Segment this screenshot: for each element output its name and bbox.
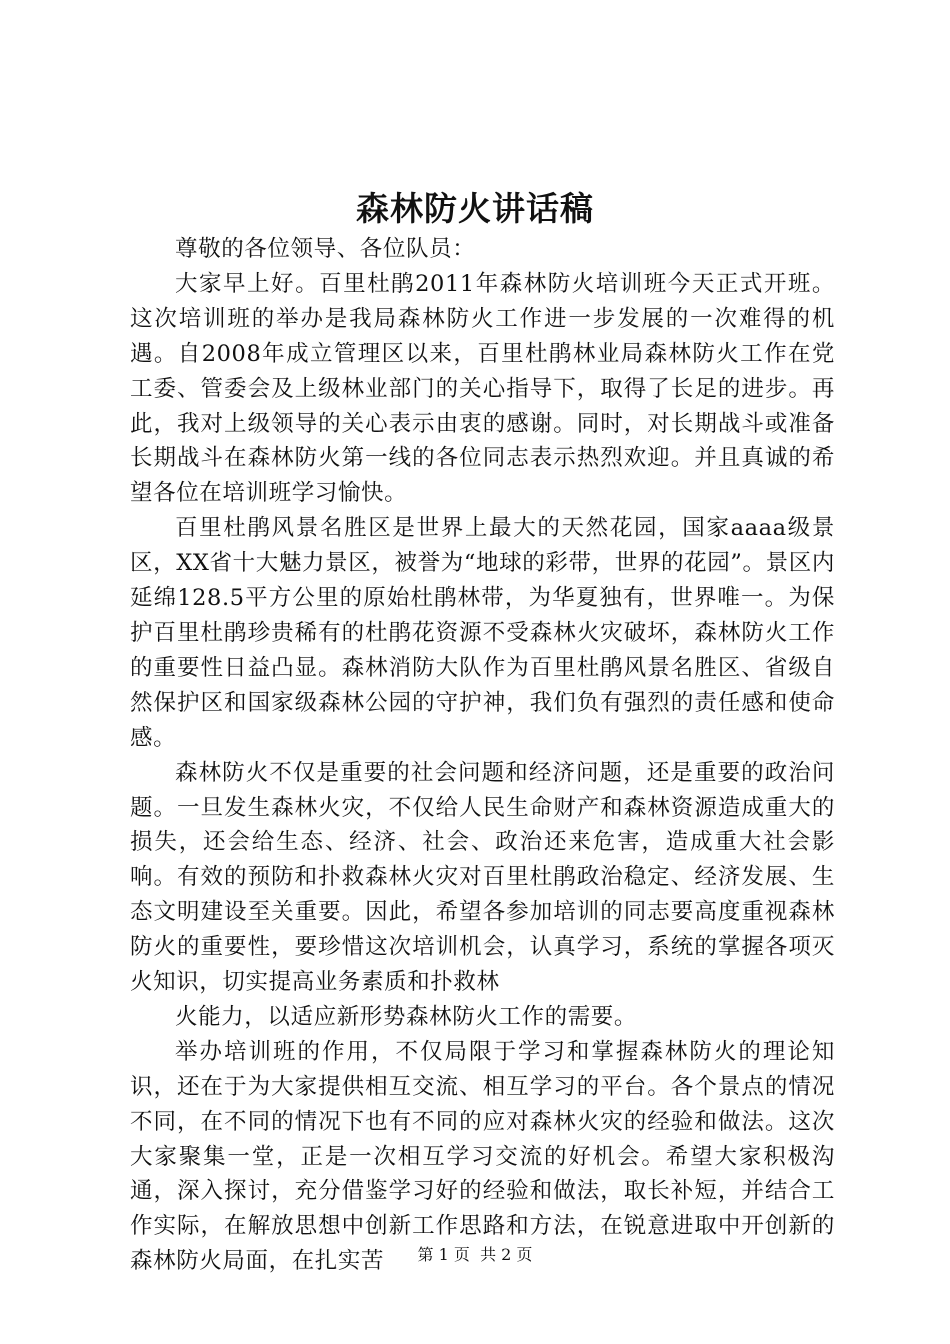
document-title: 森林防火讲话稿 (356, 189, 594, 228)
body-paragraph: 火能力，以适应新形势森林防火工作的需要。 (175, 1003, 638, 1030)
salutation-paragraph: 尊敬的各位领导、各位队员： (175, 236, 476, 262)
body-paragraph: 举办培训班的作用，不仅局限于学习和掌握森林防火的理论知识，还在于为大家提供相互交流、相互学习的平台。各个景点的情况不同，在不同的情况下也有不同的应对森林火灾的经验和做法。这次大家聚集一堂，正是一次相互学习交流的好机会。希望大家积极沟通，深入探讨，充分借鉴学习好的经验和做法，取长补短，并结合工作实际，在解放思想中创新工作思路和方法，在锐意进取中开创新的森林防火局面，在扎实苦 (130, 1038, 835, 1275)
body-paragraph: 大家早上好。百里杜鹃2011年森林防火培训班今天正式开班。这次培训班的举办是我局森林防火工作进一步发展的一次难得的机遇。自2008年成立管理区以来，百里杜鹃林业局森林防火工作在党工委、管委会及上级林业部门的关心指导下，取得了长足的进步。再此，我对上级领导的关心表示由衷的感谢。同时，对长期战斗或准备长期战斗在森林防火第一线的各位同志表示热烈欢迎。并且真诚的希望各位在培训班学习愉快。 (130, 270, 835, 507)
page-number: 第 1 页 共 2 页 (417, 1245, 533, 1264)
body-paragraph: 百里杜鹃风景名胜区是世界上最大的天然花园，国家aaaa级景区，XX省十大魅力景区，被誉为“地球的彩带，世界的花园”。景区内延绵128.5平方公里的原始杜鹃林带，为华夏独有，世界唯一。为保护百里杜鹃珍贵稀有的杜鹃花资源不受森林火灾破坏，森林防火工作的重要性日益凸显。森林消防大队作为百里杜鹃风景名胜区、省级自然保护区和国家级森林公园的守护神，我们负有强烈的责任感和使命感。 (130, 515, 835, 751)
document-body (130, 232, 835, 1279)
body-paragraph: 森林防火不仅是重要的社会问题和经济问题，还是重要的政治问题。一旦发生森林火灾，不仅给人民生命财产和森林资源造成重大的损失，还会给生态、经济、社会、政治还来危害，造成重大社会影响。有效的预防和扑救森林火灾对百里杜鹃政治稳定、经济发展、生态文明建设至关重要。因此，希望各参加培训的同志要高度重视森林防火的重要性，要珍惜这次培训机会，认真学习，系统的掌握各项灭火知识，切实提高业务素质和扑救林 (130, 759, 835, 996)
page-footer (0, 1243, 950, 1267)
